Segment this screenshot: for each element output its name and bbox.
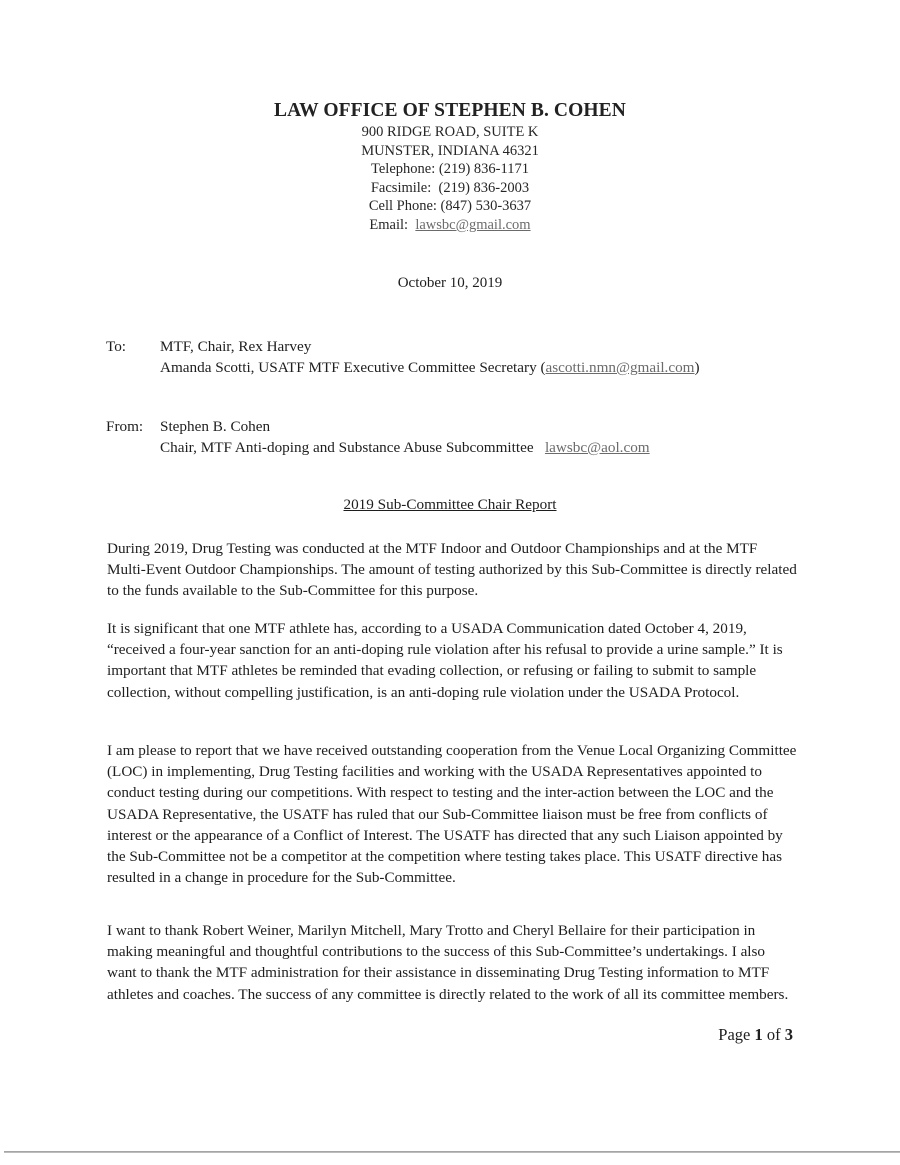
email-link[interactable]: lawsbc@gmail.com	[415, 216, 531, 233]
paragraph-drug-testing: During 2019, Drug Testing was conducted at the MTF Indoor and Outdoor Championships and at the MTF Multi-Event Outdoor Championships. The amount of testing authorized by this Sub-Committee is directly related to the funds available to the Sub-Committee for this purpose.	[107, 540, 797, 600]
firm-name: LAW OFFICE OF STEPHEN B. COHEN	[274, 100, 626, 121]
from-title-text: Chair, MTF Anti-doping and Substance Abuse Subcommittee	[160, 439, 534, 456]
to-email-link[interactable]: ascotti.nmn@gmail.com	[545, 359, 695, 376]
paragraph-thanks: I want to thank Robert Weiner, Marilyn Mitchell, Mary Trotto and Cheryl Bellaire for their participation in making meaningful and thoughtful contributions to the success of this Sub-Committee’s undertakings. I also want to thank the MTF administration for their assistance in disseminating Drug Testing information to MTF athletes and coaches. The success of any committee is directly related to the work of all its committee members.	[107, 922, 789, 1003]
letterhead-address	[0, 123, 900, 235]
page-prefix: Page	[718, 1025, 751, 1044]
email-label: Email:	[369, 216, 409, 233]
page-separator: of	[766, 1025, 781, 1044]
telephone: Telephone: (219) 836-1171	[371, 161, 529, 178]
address-line-2: MUNSTER, INDIANA 46321	[361, 142, 539, 159]
to-close-paren: )	[694, 359, 700, 376]
paragraph-sanction: It is significant that one MTF athlete has, according to a USADA Communication dated October 4, 2019, “received a four-year sanction for an anti-doping rule violation after his refusal to provide a urine sample.” It is important that MTF athletes be reminded that evading collection, or refusing or failing to submit to sample collection, without compelling justification, is an anti-doping rule violation under the USADA Protocol.	[107, 620, 783, 701]
letter-date: October 10, 2019	[397, 275, 503, 291]
to-recipient-2	[160, 357, 700, 378]
to-recipient-1: MTF, Chair, Rex Harvey	[160, 338, 312, 355]
facsimile: Facsimile: (219) 836-2003	[370, 179, 530, 196]
from-block	[106, 416, 806, 461]
page-number	[600, 1025, 793, 1045]
cell-phone: Cell Phone: (847) 530-3637	[368, 198, 532, 215]
address-line-1: 900 RIDGE ROAD, SUITE K	[361, 124, 539, 140]
page-current: 1	[754, 1025, 763, 1044]
to-block	[106, 336, 806, 381]
bottom-rule	[4, 1151, 900, 1153]
from-email-link[interactable]: lawsbc@aol.com	[544, 439, 650, 456]
email-line	[0, 216, 900, 235]
report-title-text: 2019 Sub-Committee Chair Report	[343, 496, 557, 513]
from-sender: Stephen B. Cohen	[160, 418, 271, 435]
paragraph-cooperation: I am please to report that we have received outstanding cooperation from the Venue Local Organizing Committee (LOC) in implementing, Drug Testing facilities and working with the USADA Representatives appointed to conduct testing during our competitions. With respect to testing and the inter-action between the LOC and the USADA Representative, the USATF has ruled that our Sub-Committee liaison must be free from conflicts of interest or the appearance of a Conflict of Interest. The USATF has directed that any such Liaison appointed by the Sub-Committee not be a competitor at the competition where testing takes place. This USATF directive has resulted in a change in procedure for the Sub-Committee.	[107, 742, 797, 887]
report-title	[0, 496, 900, 514]
page-total: 3	[784, 1025, 793, 1044]
to-recipient-2-text: Amanda Scotti, USATF MTF Executive Committee Secretary (	[160, 359, 546, 376]
to-label: To:	[106, 338, 127, 355]
from-sender-title	[160, 437, 650, 458]
from-label: From:	[106, 418, 144, 435]
